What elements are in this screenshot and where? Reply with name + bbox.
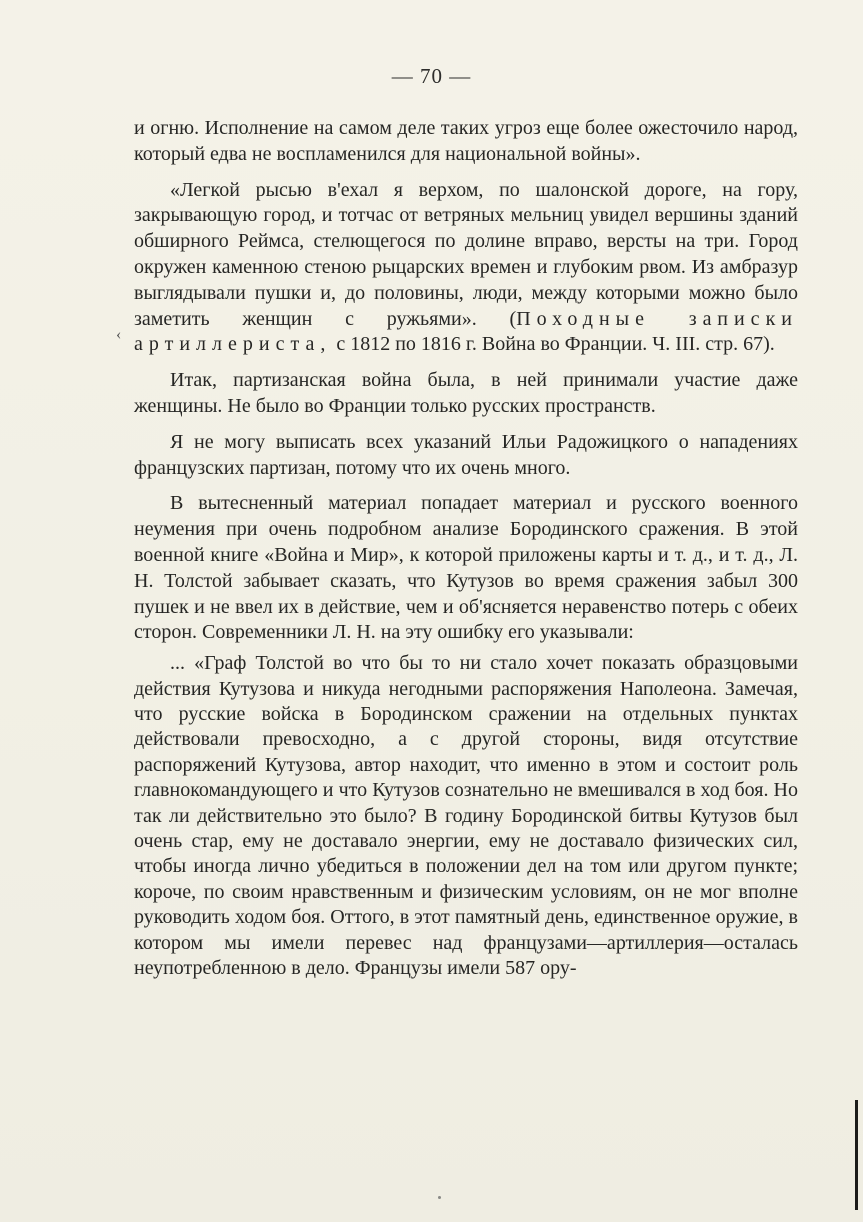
paragraph-partisan-war: Итак, партизанская война была, в ней принимали участие даже женщины. Не было во Франции только русских пространств. <box>134 369 798 417</box>
paragraph-quote-tolstoy: ... «Граф Толстой во что бы то ни стало хочет показать образцовыми действия Кутузова и никуда негодными распоряжения Наполеона. Замечая, что русские войска в Бородинском сражении на отдельных пунктах действовали превосходно, а с другой стороны, видя отсутствие распоряжений Кутузова, автор находит, что именно в этом и состоит роль главнокомандующего и что Кутузов сознательно не вмешивался в ход боя. Но так ли действительно это было? В годину Бородинской битвы Кутузов был очень стар, ему не доставало энергии, ему не доставало физических сил, чтобы иногда лично убедиться в положении дел на том или другом пункте; короче, по своим нравственным и физическим условиям, он не мог вполне руководить ходом боя. Оттого, в этот памятный день, единственное оружие, в котором мы имели перевес над французами—артиллерия—осталась неупотребленною в дело. Французы имели 587 ору- <box>134 652 798 980</box>
margin-mark: ‹ <box>116 326 122 343</box>
paragraph-borodino: В вытесненный материал попадает материал и русского военного неумения при очень подробном анализе Бородинского сражения. В этой военной книге «Война и Мир», к которой приложены карты и т. д., и т. д., Л. Н. Толстой забывает сказать, что Кутузов во время сражения забыл 300 пушек и не ввел их в действие, чем и об'ясняется неравенство потерь с обеих сторон. Современники Л. Н. на эту ошибку его указывали: <box>134 492 798 644</box>
source-title-spaced: Походные записки артиллериста, <box>134 307 798 356</box>
scan-dot <box>438 1196 441 1199</box>
text-column <box>134 116 798 991</box>
paragraph-radozhitsky: Я не могу выписать всех указаний Ильи Радожицкого о нападениях французских партизан, потому что их очень много. <box>134 430 798 479</box>
page-number: — 70 — <box>391 64 472 88</box>
paragraph-continuation: и огню. Исполнение на самом деле таких угроз еще более ожесточило народ, который едва не воспламенился для национальной войны». <box>134 117 798 165</box>
paragraph-quote-reims <box>134 178 798 359</box>
scan-edge-mark <box>855 1100 858 1210</box>
quote-reims-text: «Легкой рысью в'ехал я верхом, по шалонской дороге, на гору, закрывающую город, и тотчас от ветряных мельниц увидел вершины зданий обширного Реймса, стелющегося по долине вправо, версты на три. Город окружен каменною стеною рыцарских времен и глубоким рвом. Из амбразур выглядывали пушки и, до половины, люди, между которыми можно было заметить женщин с ружьями». ( <box>134 178 798 330</box>
source-citation: с 1812 по 1816 г. Война во Франции. Ч. III. стр. 67). <box>331 333 775 356</box>
